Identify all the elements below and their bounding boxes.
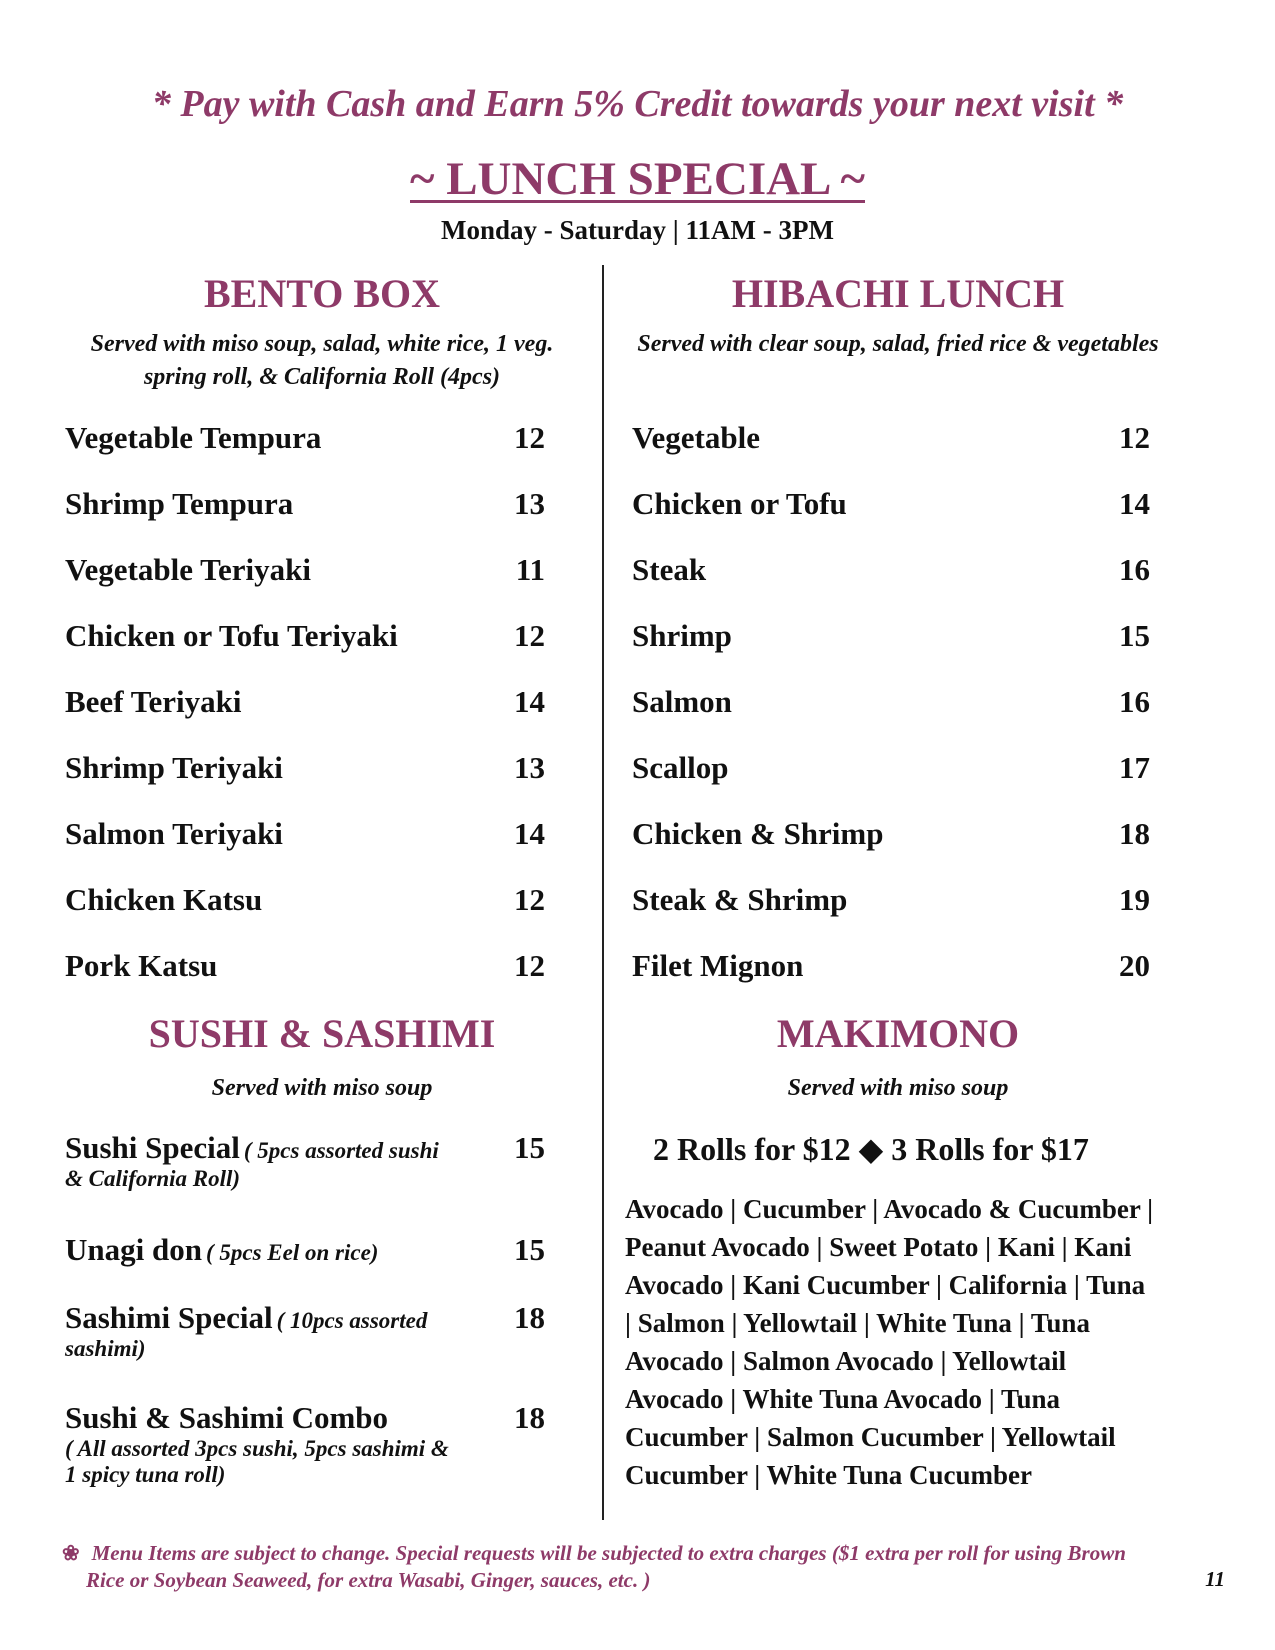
roll-list-line: Cucumber | Salmon Cucumber | Yellowtail [625,1422,1116,1452]
roll-list-line: Avocado | Cucumber | Avocado & Cucumber | [625,1194,1154,1224]
sushi-item [65,1400,505,1488]
bento-subtitle-line2: spring roll, & California Roll (4pcs) [143,364,501,390]
hibachi-item-name: Salmon [632,684,732,719]
bento-item-price: 13 [514,486,545,521]
sushi-item-note: ( 10pcs assorted [276,1308,428,1333]
hibachi-item-name: Shrimp [632,618,732,653]
hibachi-item-name: Filet Mignon [632,948,804,983]
sushi-item [65,1232,485,1268]
sushi-item [65,1130,485,1192]
sushi-sashimi-subtitle: Served with miso soup [211,1075,433,1101]
lunch-hours: Monday - Saturday | 11AM - 3PM [441,215,834,245]
sushi-item-note-line3: 1 spicy tuna roll) [65,1462,226,1487]
hibachi-item-price: 15 [1119,618,1150,653]
hibachi-item-name: Vegetable [632,420,760,455]
bento-box-subtitle [62,328,582,394]
sushi-item-note: ( 5pcs assorted sushi [243,1138,439,1163]
bento-item-name: Beef Teriyaki [65,684,242,719]
bento-item-price: 13 [514,750,545,785]
sushi-item-name: Unagi don [65,1232,202,1267]
footer-note-line1: Menu Items are subject to change. Special requests will be subjected to extra charges ($1 extra per roll for using Brown [91,1541,1126,1565]
sushi-item-price: 15 [514,1130,545,1165]
bento-box-title: BENTO BOX [204,271,440,316]
roll-list-line: | Salmon | Yellowtail | White Tuna | Tuna [625,1308,1090,1338]
roll-list-line: Avocado | White Tuna Avocado | Tuna [625,1384,1061,1414]
bento-item-price: 14 [514,816,545,851]
rolls-offer: 2 Rolls for $12 ◆ 3 Rolls for $17 [653,1131,1089,1167]
footer-note-line2: Rice or Soybean Seaweed, for extra Wasabi, Ginger, sauces, etc. ) [86,1568,651,1592]
bento-item-name: Shrimp Tempura [65,486,294,521]
sushi-item-note-line2: sashimi) [65,1336,146,1361]
hibachi-item-price: 16 [1119,552,1150,587]
sushi-item-name: Sashimi Special [65,1300,273,1335]
hibachi-item-price: 20 [1119,948,1150,983]
bento-item-name: Shrimp Teriyaki [65,750,283,785]
hibachi-item-price: 18 [1119,816,1150,851]
hibachi-item-price: 12 [1119,420,1150,455]
roll-list-line: Avocado | Kani Cucumber | California | Tuna [625,1270,1146,1300]
sushi-item-price: 18 [514,1300,545,1335]
makimono-subtitle: Served with miso soup [787,1075,1009,1101]
bento-item-name: Chicken Katsu [65,882,263,917]
hibachi-item-name: Steak [632,552,707,587]
bento-item-price: 12 [514,882,545,917]
bento-item-name: Salmon Teriyaki [65,816,283,851]
bento-item-price: 12 [514,948,545,983]
bento-item-name: Vegetable Teriyaki [65,552,312,587]
bento-subtitle-line1: Served with miso soup, salad, white rice, 1 veg. [90,331,554,357]
hibachi-item-price: 17 [1119,750,1150,785]
cash-credit-note: * Pay with Cash and Earn 5% Credit towards your next visit * [151,83,1124,125]
sushi-item-price: 15 [514,1232,545,1267]
bento-item-price: 12 [514,420,545,455]
bento-item-price: 12 [514,618,545,653]
hibachi-item-price: 14 [1119,486,1150,521]
hibachi-lunch-title: HIBACHI LUNCH [731,271,1065,316]
roll-list [625,1190,1215,1494]
hibachi-item-price: 16 [1119,684,1150,719]
hibachi-item-name: Scallop [632,750,729,785]
hibachi-item-price: 19 [1119,882,1150,917]
bento-item-price: 14 [514,684,545,719]
column-divider [602,265,604,1520]
sushi-item [65,1300,485,1362]
roll-list-line: Cucumber | White Tuna Cucumber [625,1460,1033,1490]
sushi-item-name: Sushi Special [65,1130,240,1165]
bento-item-name: Pork Katsu [65,948,218,983]
page-number: 11 [1205,1567,1225,1591]
roll-list-line: Peanut Avocado | Sweet Potato | Kani | Kani [625,1232,1132,1262]
bento-item-name: Chicken or Tofu Teriyaki [65,618,398,653]
sushi-item-price: 18 [514,1400,545,1435]
footer-note [62,1540,1232,1594]
flower-icon: ❀ [62,1541,80,1565]
page-title: ~ LUNCH SPECIAL ~ [410,153,865,205]
roll-list-line: Avocado | Salmon Avocado | Yellowtail [625,1346,1067,1376]
hibachi-subtitle: Served with clear soup, salad, fried rice & vegetables [637,331,1159,357]
hibachi-item-name: Chicken or Tofu [632,486,847,521]
sushi-item-note-line2: ( All assorted 3pcs sushi, 5pcs sashimi & [65,1436,449,1461]
sushi-item-note-line2: & California Roll) [65,1166,241,1191]
sushi-item-name: Sushi & Sashimi Combo [65,1400,389,1435]
bento-item-price: 11 [515,552,545,587]
bento-item-name: Vegetable Tempura [65,420,322,455]
hibachi-item-name: Steak & Shrimp [632,882,848,917]
hibachi-item-name: Chicken & Shrimp [632,816,884,851]
sushi-sashimi-title: SUSHI & SASHIMI [148,1011,496,1056]
sushi-item-note: ( 5pcs Eel on rice) [205,1240,379,1265]
makimono-title: MAKIMONO [776,1011,1020,1056]
